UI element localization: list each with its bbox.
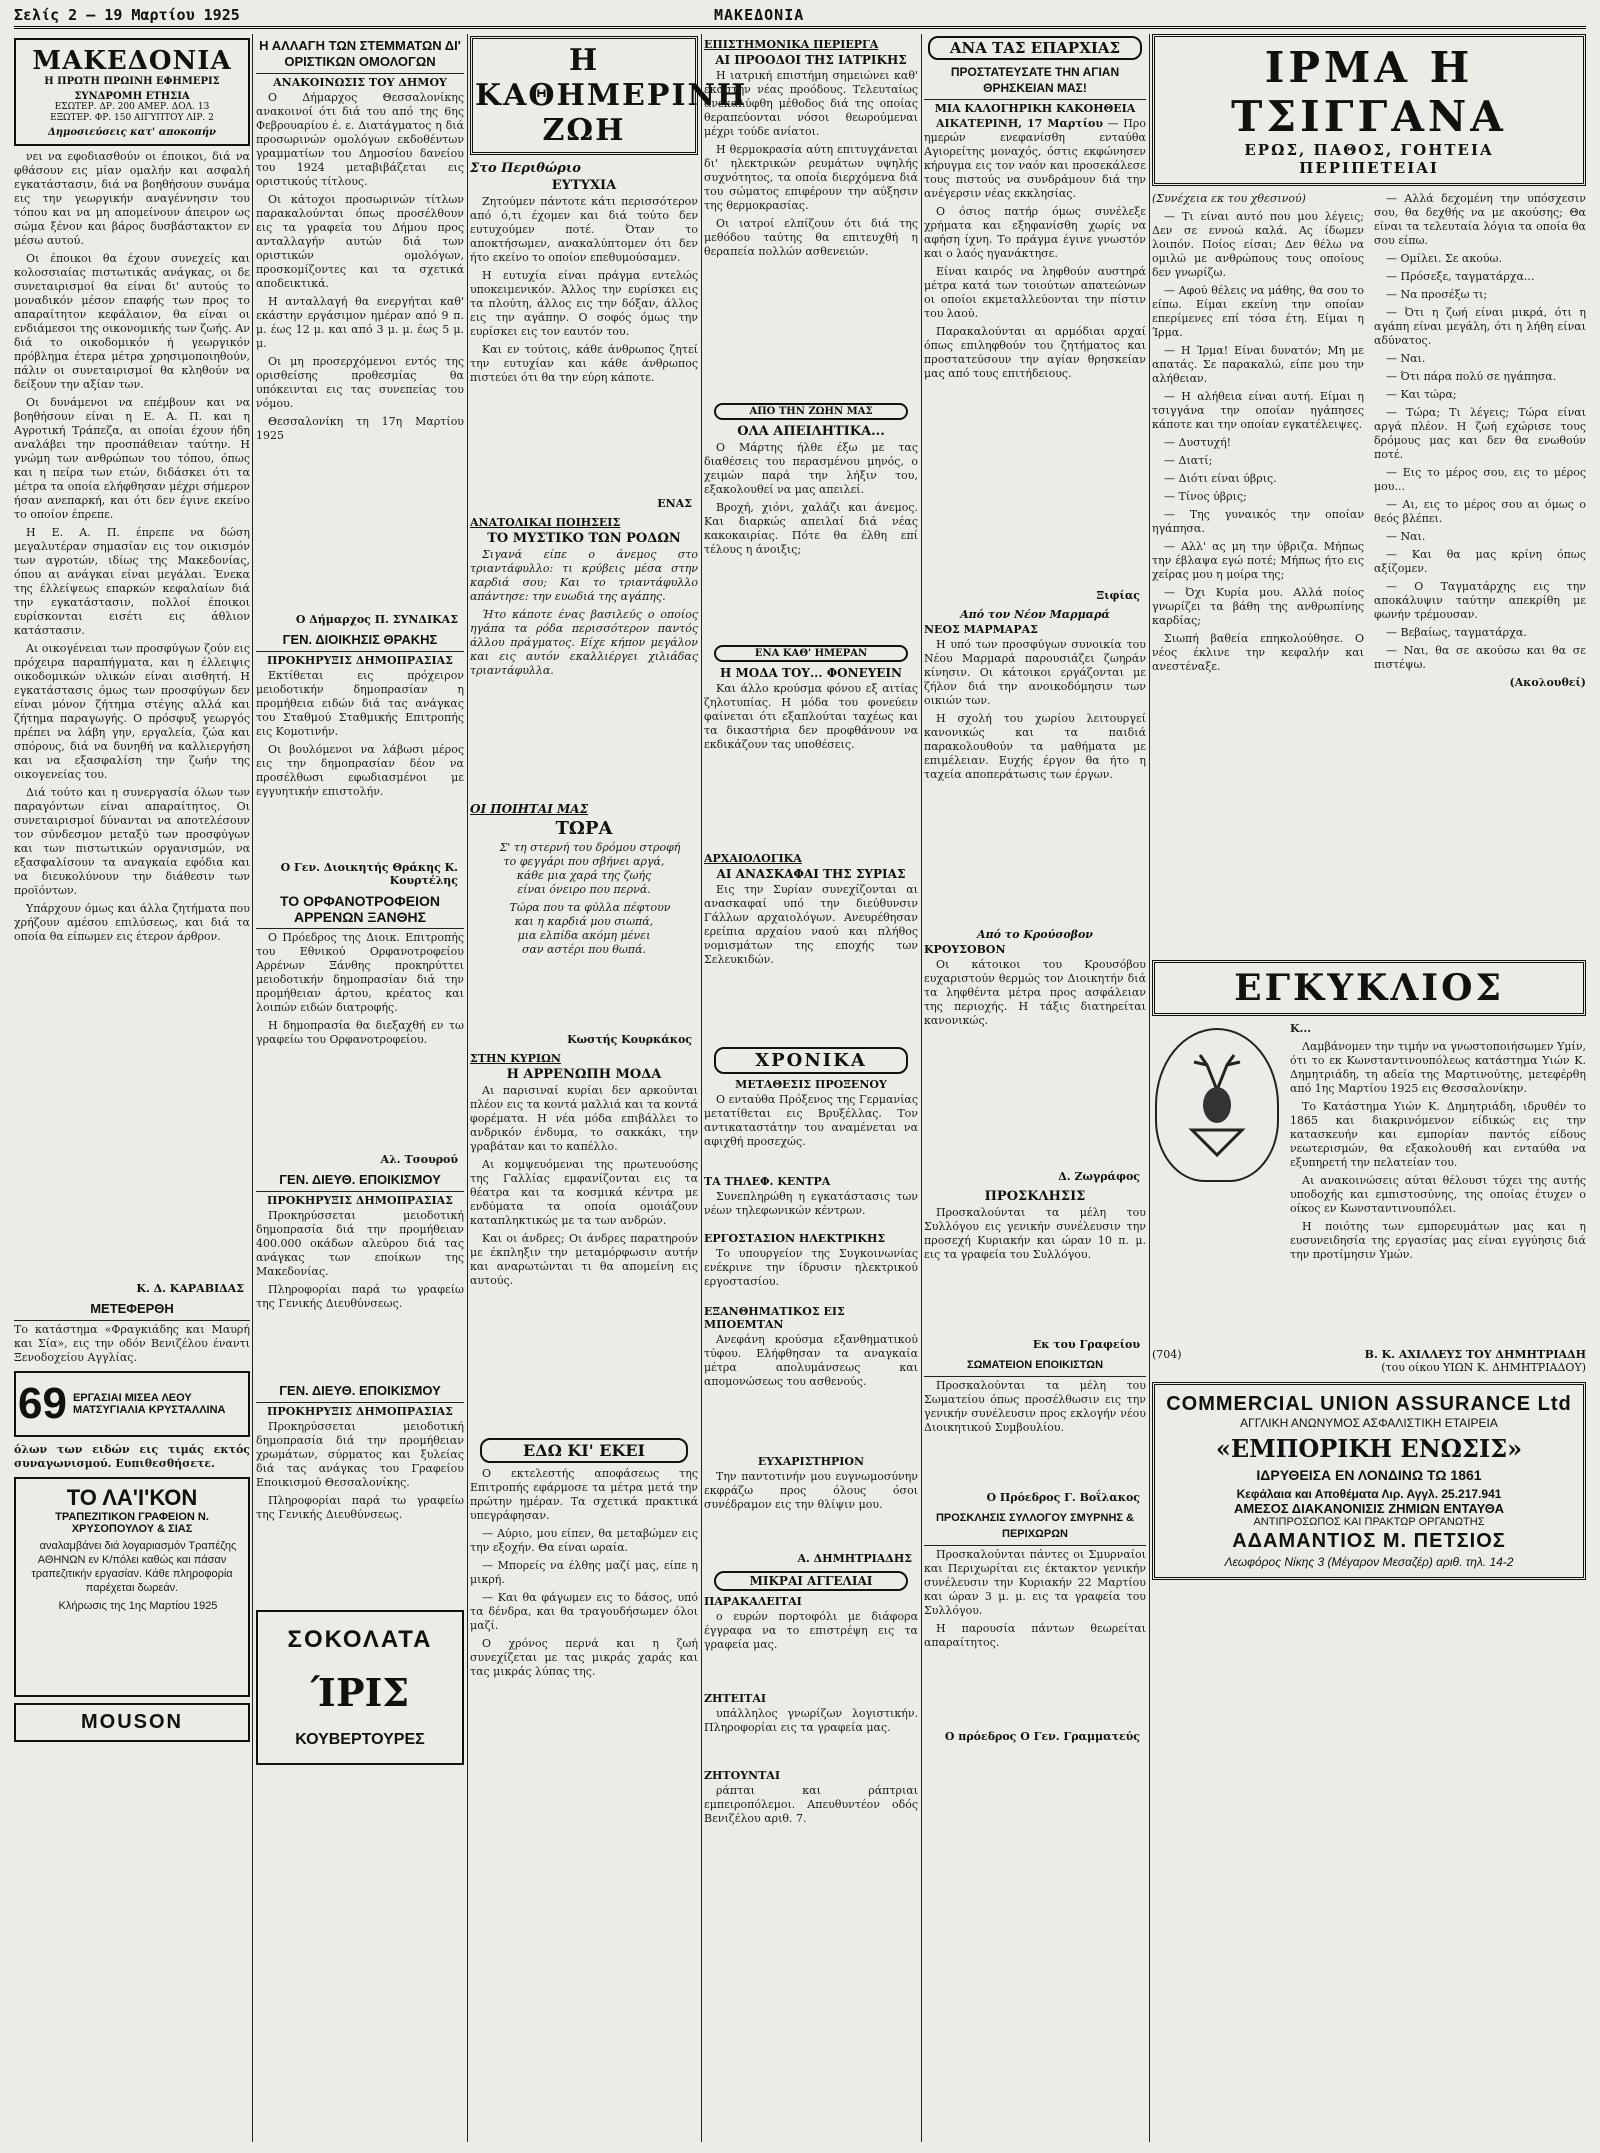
section-label: ΟΙ ΠΟΙΗΤΑΙ ΜΑΣ: [470, 802, 589, 816]
article-title: ΜΕΤΑΘΕΣΙΣ ΠΡΟΞΕΝΟΥ: [735, 1078, 887, 1091]
article-body: Αι παρισιναί κυρίαι δεν αρκούνται πλέον εις τα κοντά μαλλιά και τα κοντά φορέματα. Η νέα μόδα επιβάλλει το ανδρικόν ένδυμα, το σακκάκι, την γραβάταν και το καπέλλο. Αι κομψευόμεναι της πρωτευούσης της Γαλλίας εμφανίζονται εις τα θέατρα και τα κοσμικά κέντρα με ενδύματα τα οποία ομοιάζουν καταπληκτικώς με τα των ανδρών. Και οι άνδρες; Οι άνδρες παρατηρούν με έκπληξιν την μεταμόρφωσιν αυτήν και αναρωτώνται τι θα απομείνη εις αυτούς.: [470, 1084, 698, 1287]
article-orphanage: Ο Πρόεδρος της Διοικ. Επιτροπής του Εθνικού Ορφανοτροφείου Αρρένων Ξάνθης προκηρύττει μειοδοτικήν δημοπρασίαν διά την προμήθειαν άρτου, κρέατος και λοιπών ειδών διατροφής. Η δημοπρασία θα διεξαχθή εν τω γραφείω του Ορφανοτροφείου.: [256, 931, 464, 1046]
page-date: Σελίς 2 — 19 Μαρτίου 1925: [14, 6, 240, 24]
ads-notice: Δημοσιεύσεις κατ' αποκοπήν: [48, 127, 216, 138]
article-title: ΑΙ ΑΝΑΣΚΑΦΑΙ ΤΗΣ ΣΥΡΙΑΣ: [716, 867, 906, 881]
article-signature: Κ. Δ. ΚΑΡΑΒΙΔΑΣ: [136, 1282, 244, 1295]
article-body: Ζητούμεν πάντοτε κάτι περισσότερον από ό,τι έχομεν και διά τούτο δεν ευτυχούμεν ποτέ. Όταν το αποκτήσωμεν, ανακαλύπτομεν ότι δεν ήτο εκείνο το οποίον επεθυμούσαμεν. Η ευτυχία είναι πράγμα εντελώς υποκειμενικόν. Άλλος την ευρίσκει εις τα πλούτη, άλλος εις την δόξαν, άλλος εις την αγάπην. Ο σοφός όμως την ευρίσκει εις τον εαυτόν του. Και εν τούτοις, κάθε άνθρωπος ζητεί την ευτυχίαν και κάθε άνθρωπος πιστεύει ότι θα την εύρη κάποτε.: [470, 195, 698, 384]
ad-commercial-union: [1152, 1382, 1586, 1580]
article-body: Ανεφάνη κρούσμα εξανθηματικού τύφου. Ελήφθησαν τα αναγκαία μέτρα απολυμάνσεως και απομονώσεως του ασθενούς.: [704, 1333, 918, 1388]
article-title: ΤΟ ΜΥΣΤΙΚΟ ΤΩΝ ΡΟΔΩΝ: [487, 531, 681, 546]
article-settlement-2: Προκηρύσσεται μειοδοτική δημοπρασία διά την προμήθειαν χρωμάτων, σύρματος και ξυλείας διά τας ανάγκας του Γραφείου Εποικισμού Θεσσαλονίκης. Πληροφορίαι παρά τω γραφείω της Γενικής Διευθύνσεως.: [256, 1420, 464, 1521]
ad-cu-rep: ΑΝΤΙΠΡΟΣΩΠΟΣ ΚΑΙ ΠΡΑΚΤΩΡ ΟΡΓΑΝΩΤΗΣ: [1253, 1516, 1485, 1528]
subscription-title: ΣΥΝΔΡΟΜΗ ΕΤΗΣΙΑ: [74, 91, 190, 102]
article-body: νει να εφοδιασθούν οι έποικοι, διά να φθάσουν εις μίαν ομαλήν και ασφαλή εγκατάστασιν, διά να βοηθήσουν συνάμα εις την γεωργικήν αναγέννησιν του τόπου και να μη απομείνουν άπειρον ως σώμα ξένον και βάρος δυσβάστακτον εν μέσω αυτού. Οι έποικοι θα έχουν συνεχείς και κολοσσιαίας πιστωτικάς ανάγκας, οι δε συνεταιρισμοί θα είναι δι' αυτούς το μοναδικόν μέσον επαφής των προς το απαραίτητον κεφάλαιον, θα είναι οι ενδιάμεσοι της οικονομικής των ζωής. Αν διά το οικοδομικόν ή γεωργικόν πρόβλημα έτερα μέτρα χρησιμοποιηθούν, πάλιν οι συνεταιρισμοί θα κληθούν να δείξουν την αξίαν των. Οι δυνάμενοι να επέμβουν και να βοηθήσουν είναι η Ε. Α. Π. και η Αγροτική Τράπεζα, αι οποίαι έχουν ήδη αναλάβει την προσπάθειαν ταύτην. Η γνώμη των ανθρώπων του τόπου, όπως και η πείρα των ετών, διδάσκει ότι τα μέτρα τα οποία ελήφθησαν μέχρι σήμερον ήσαν ανεπαρκή, και ότι δεν έγινε εκείνο το οποίον έπρεπε. Η Ε. Α. Π. έπρεπε να δώση μεγαλυτέραν σημασίαν εις τον οικισμόν των αγροτών, ιδίως της Μακεδονίας, όπου αι ανάγκαι είναι μεγάλαι. Ένεκα της έλλείψεως επαρκών κεφαλαίων διά την εγκατάστασιν, πολλοί έποικοι ευρίσκονται εισέτι εις άθλιον κατάστασιν. Αι οικογένειαι των προσφύγων ζούν εις πρόχειρα παραπήγματα, και η έλλειψις οικοδομικών υλικών είναι αισθητή. Η εγκατάστασις όμως των προσφύγων δεν είναι μόνον ζήτημα στέγης αλλά και ζήτημα παραγωγής. Ο πρόσφυξ γεωργός πρέπει να λάβη γην, εργαλεία, ζώα και σπόρους, διά να δυνηθή να καλλιεργήση και να εξασφαλίση την ζωήν της οικογενείας του. Διά τούτο και η συνεργασία όλων των παραγόντων είναι απαραίτητος. Οι συνεταιρισμοί δύνανται να αποτελέσουν τον σύνδεσμον μεταξύ των προσφύγων και των πιστωτικών οργανισμών, να εξασφαλίσουν τα αναγκαία εφόδια και να διευκολύνουν την διάθεσιν των προϊόντων. Υπάρχουν όμως και άλλα ζητήματα που χρήζουν αμέσου επιλύσεως, και διά τα οποία θα είπωμεν εις έτερον άρθρον.: [14, 150, 250, 943]
serial-title: ΙΡΜΑ Η ΤΣΙΓΓΑΝΑ: [1231, 43, 1507, 141]
section-label: ΑΡΧΑΙΟΛΟΓΙΚΑ: [704, 852, 802, 865]
mayor-signature: Ο Δήμαρχος Π. ΣΥΝΔΙΚΑΣ: [295, 613, 458, 626]
ad-cu-address: Λεωφόρος Νίκης 3 (Μέγαρον Μεσαζέρ) αριθ. τηλ. 14-2: [1224, 1555, 1514, 1569]
circular-signature: Β. Κ. ΑΧΙΛΛΕΥΣ ΤΟΥ ΔΗΜΗΤΡΙΑΔΗ: [1364, 1348, 1586, 1361]
classified-label: ΖΗΤΕΙΤΑΙ: [704, 1692, 767, 1705]
classified-label: ΠΑΡΑΚΑΛΕΙΤΑΙ: [704, 1595, 802, 1608]
ad-69-sub: όλων των ειδών εις τιμάς εκτός συναγωνισμού. Ευπιθεσθήσετε.: [14, 1443, 250, 1470]
article-title: ΕΥΤΥΧΙΑ: [551, 178, 617, 193]
headline-thrace-sub: ΠΡΟΚΗΡΥΞΙΣ ΔΗΜΟΠΡΑΣΙΑΣ: [267, 654, 453, 667]
ad-69: [14, 1371, 250, 1437]
section-banner: ΑΝΑ ΤΑΣ ΕΠΑΡΧΙΑΣ: [928, 36, 1142, 60]
circular-code: (704): [1152, 1348, 1182, 1361]
serial-sub2: ΠΕΡΙΠΕΤΕΙΑΙ: [1299, 159, 1439, 177]
subscription-line: ΕΞΩΤΕΡ. ΦΡ. 150 ΑΙΓΥΠΤΟΥ ΛΙΡ. 2: [50, 113, 214, 123]
ad-cu-name: «ΕΜΠΟΡΙΚΗ ΕΝΩΣΙΣ»: [1215, 1434, 1523, 1463]
headline-settlement-1-sub: ΠΡΟΚΗΡΥΞΙΣ ΔΗΜΟΠΡΑΣΙΑΣ: [267, 1194, 453, 1207]
article-title: Η ΑΡΡΕΝΩΠΗ ΜΟΔΑ: [506, 1067, 662, 1082]
headline-protect-sub: ΜΙΑ ΚΑΛΟΓΗΡΙΚΗ ΚΑΚΟΗΘΕΙΑ: [934, 102, 1136, 115]
article-body: Και άλλο κρούσμα φόνου εξ αιτίας ζηλοτυπίας. Η μόδα του φονεύειν φαίνεται ότι εξαπλούται ταχέως και τα δικαστήρια δεν προφθάνουν να εκδικάζουν τας υποθέσεις.: [704, 682, 918, 751]
column-rule: [252, 34, 253, 2142]
paper-name: ΜΑΚΕΔΟΝΙΑ: [32, 46, 232, 76]
section-label: Στο Περιθώριο: [470, 161, 581, 176]
article-body: Προσκαλούνται τα μέλη του Συλλόγου εις γενικήν συνέλευσιν την προσεχή Κυριακήν και ώραν 10 π. μ. εις τα γραφεία του Συλλόγου.: [924, 1206, 1146, 1261]
article-title: ΝΕΟΣ ΜΑΡΜΑΡΑΣ: [924, 623, 1038, 636]
article-title: ΠΡΟΣΚΛΗΣΙΣ: [984, 1189, 1086, 1204]
article-title: ΚΡΟΥΣΟΒΟΝ: [924, 943, 1006, 956]
article-body: Η ιατρική επιστήμη σημειώνει καθ' εκάστην νέας προόδους. Τελευταίως ανεκαλύφθη μέθοδος διά της οποίας θεραπεύονται νόσοι θεωρούμεναι μέχρι τούδε ανίατοι. Η θερμοκρασία αύτη επιτυγχάνεται δι' ηλεκτρικών ρευμάτων υψηλής συχνότητος, τα οποία διερχόμενα διά του σώματος επιφέρουν την αύξησιν της θερμοκρασίας. Οι ιατροί ελπίζουν ότι διά της μεθόδου ταύτης θα επιτευχθή η θεραπεία πολλών ασθενειών.: [704, 69, 918, 258]
ad-cu-line: ΑΓΓΛΙΚΗ ΑΝΩΝΥΜΟΣ ΑΣΦΑΛΙΣΤΙΚΗ ΕΤΑΙΡΕΙΑ: [1240, 1416, 1498, 1430]
column-rule: [921, 34, 922, 2142]
subscription-line: ΕΣΩΤΕΡ. ΔΡ. 200 ΑΜΕΡ. ΔΟΛ. 13: [54, 102, 210, 112]
thanks-title: ΕΥΧΑΡΙΣΤΗΡΙΟΝ: [757, 1455, 865, 1468]
transfer-heading: ΜΕΤΕΦΕΡΘΗ: [14, 1301, 250, 1321]
thanks-signature: Α. ΔΗΜΗΤΡΙΑΔΗΣ: [797, 1552, 912, 1565]
ad-69-text: ΕΡΓΑΣΙΑΙ ΜΙΣΕΑ ΛΕΟΥ ΜΑΤΣΥΓΙΑΛΙΑ ΚΡΥΣΤΑΛΛΙΝΑ: [72, 1392, 226, 1416]
classified-body: ο ευρών πορτοφόλι με διάφορα έγγραφα να το επιστρέψη εις τα γραφεία μας.: [704, 1610, 918, 1651]
paper-name-header: ΜΑΚΕΔΟΝΙΑ: [714, 6, 805, 24]
circular-title: ΕΓΚΥΚΛΙΟΣ: [1234, 967, 1504, 1009]
circular-signature-2: (του οίκου ΥΙΩΝ Κ. ΔΗΜΗΤΡΙΑΔΟΥ): [1381, 1361, 1586, 1374]
ad-laikon-sub: Κλήρωσις της 1ης Μαρτίου 1925: [58, 1600, 218, 1612]
news-subhead: ΤΑ ΤΗΛΕΦ. ΚΕΝΤΡΑ: [704, 1175, 831, 1188]
ad-laikon-text: ΤΡΑΠΕΖΙΤΙΚΟΝ ΓΡΑΦΕΙΟΝ Ν. ΧΡΥΣΟΠΟΥΛΟΥ & ΣΙΑΣ: [55, 1511, 209, 1535]
section-label: ΑΠΟ ΤΗΝ ΖΩΗΝ ΜΑΣ: [714, 403, 908, 420]
column-rule: [467, 34, 468, 2142]
circular-banner: [1152, 960, 1586, 1016]
article-body: Ο Μάρτης ήλθε έξω με τας διαθέσεις του περασμένου μηνός, ο χειμών παρά την λήξιν του, εξακολουθεί να μας απειλεί. Βροχή, χιόνι, χαλάζι και άνεμος. Και διαρκώς απειλαί διά νέας κακοκαιρίας. Πότε θα έλθη επί τέλους η άνοιξις;: [704, 441, 918, 556]
circular-k: Κ...: [1290, 1022, 1312, 1035]
thrace-signature: Ο Γεν. Διοικητής Θράκης Κ. Κουρτέλης: [280, 861, 458, 887]
masthead-box: [14, 38, 250, 146]
ad-iris: [256, 1610, 464, 1765]
column-rule: [1149, 34, 1150, 2142]
daily-life-banner: [470, 36, 748, 155]
daily-life-title: Η ΚΑΘΗΜΕΡΙΝΗ ΖΩΗ: [475, 43, 748, 148]
dateline-from: Από τον Νέον Μαρμαρά: [960, 608, 1110, 621]
ad-iris-name: ΊΡΙΣ: [310, 1670, 410, 1715]
headline-protect: ΠΡΟΣΤΑΤΕΥΣΑΤΕ ΤΗΝ ΑΓΙΑΝ ΘΡΗΣΚΕΙΑΝ ΜΑΣ!: [924, 64, 1146, 100]
ad-mouson: MOUSON: [14, 1703, 250, 1742]
column-6: [1152, 34, 1586, 2142]
dateline: ΑΙΚΑΤΕΡΙΝΗ, 17 Μαρτίου: [936, 117, 1103, 130]
section-banner: ΜΙΚΡΑΙ ΑΓΓΕΛΙΑΙ: [714, 1571, 908, 1591]
article-body: ΑΙΚΑΤΕΡΙΝΗ, 17 Μαρτίου — Προ ημερών ενεφανίσθη ενταύθα Αγιορείτης μοναχός, όστις εκφώνησεν κήρυγμα εις τον ναόν και προσεκάλεσε τους πιστούς να συνδράμουν διά την ανέγερσιν νέας εκκλησίας. Ο όσιος πατήρ όμως συνέλεξε χρήματα και εξηφανίσθη χωρίς να αφήση ίχνη. Το πράγμα έγινε γνωστόν και ο λαός ηγανάκτησε. Είναι καιρός να ληφθούν αυστηρά μέτρα κατά των τοιούτων απατεώνων οι οποίοι εκμεταλλεύονται την πίστιν του λαού. Παρακαλούνται αι αρμόδιαι αρχαί όπως επιληφθούν του ζητήματος και προστατεύσουν την αγίαν θρησκείαν μας από τους επιτήδειους.: [924, 117, 1146, 380]
paper-tagline: Η ΠΡΩΤΗ ΠΡΩΙΝΗ ΕΦΗΜΕΡΙΣ: [44, 76, 220, 87]
ad-iris-sub: ΚΟΥΒΕΡΤΟΥΡΕΣ: [295, 1731, 425, 1748]
circular-body: Κ... Λαμβάνομεν την τιμήν να γνωστοποιήσωμεν Υμίν, ότι το εκ Κωνσταντινουπόλεως κατάστημα Υιών Κ. Δημητριάδη, τη αδεία της Μαρτινούτης, μετεφέρθη από 1ης Μαρτίου 1925 εις Θεσσαλονίκην. Το Κατάστημα Υιών Κ. Δημητριάδη, ιδρυθέν το 1865 και διακρινόμενον είδικώς εις την κατασκευήν και εμπορίαν παντός είδους νεωτερισμών, θα εξακολουθή και ενταύθα να εξυπηρετή την πελατείαν του. Αι ανακοινώσεις αύται θέλουσι τύχει της αυτής υποδοχής και εμπιστοσύνης, της οποίας έτυχεν ο οίκος εν Κωνσταντινουπόλει. Η ποιότης των εμπορευμάτων μας και η ευσυνειδησία της εργασίας μας είναι εγγύησις διά την προτίμησιν Υμών.: [1152, 1022, 1586, 1342]
headline-bonds-sub: ΑΝΑΚΟΙΝΩΣΙΣ ΤΟΥ ΔΗΜΟΥ: [273, 76, 447, 89]
article-signature: Ο πρόεδρος Ο Γεν. Γραμματεύς: [944, 1730, 1140, 1743]
ad-cu-agent: ΑΔΑΜΑΝΤΙΟΣ Μ. ΠΕΤΣΙΟΣ: [1232, 1530, 1506, 1552]
ad-cu-founded: ΙΔΡΥΘΕΙΣΑ ΕΝ ΛΟΝΔΙΝΩ ΤΩ 1861: [1256, 1467, 1482, 1483]
ad-cu-title: COMMERCIAL UNION ASSURANCE Ltd: [1166, 1393, 1572, 1415]
classified-body: υπάλληλος γνωρίζων λογιστικήν. Πληροφορίαι εις τα γραφεία μας.: [704, 1707, 918, 1734]
ad-laikon-title: ΤΟ ΛΑ'Ι'ΚΟΝ: [66, 1485, 198, 1510]
section-banner: ΧΡΟΝΙΚΑ: [714, 1047, 908, 1074]
article-body: Συνεπληρώθη η εγκατάστασις των νέων τηλεφωνικών κέντρων.: [704, 1190, 918, 1217]
news-subhead: ΕΞΑΝΘΗΜΑΤΙΚΟΣ ΕΙΣ ΜΠΟΕΜΤΑΝ: [704, 1305, 845, 1331]
news-subhead: ΕΡΓΟΣΤΑΣΙΟΝ ΗΛΕΚΤΡΙΚΗΣ: [704, 1232, 886, 1245]
headline-settlement-2-sub: ΠΡΟΚΗΡΥΞΙΣ ΔΗΜΟΠΡΑΣΙΑΣ: [267, 1405, 453, 1418]
poem-signature: Κωστής Κουρκάκος: [567, 1033, 692, 1046]
article-body: Ο ενταύθα Πρόξενος της Γερμανίας μετατίθεται εις Βρυξέλλας. Τον αντικαταστάτην του αναμένεται να αφιχθή προσεχώς.: [704, 1093, 918, 1148]
deer-emblem-icon: [1155, 1028, 1279, 1182]
section-banner: ΕΔΩ ΚΙ' ΕΚΕΙ: [480, 1438, 688, 1463]
article-title: ΠΡΟΣΚΛΗΣΙΣ ΣΥΛΛΟΓΟΥ ΣΜΥΡΝΗΣ & ΠΕΡΙΧΩΡΩΝ: [924, 1510, 1146, 1546]
headline-bonds: Η ΑΛΛΑΓΗ ΤΩΝ ΣΤΕΜΜΑΤΩΝ ΔΙ' ΟΡΙΣΤΙΚΩΝ ΟΜΟΛΟΓΩΝ: [256, 38, 464, 74]
article-body: Η υπό των προσφύγων συνοικία του Νέου Μαρμαρά παρουσιάζει ζωηράν κίνησιν. Οι κάτοικοι εργάζονται με ζήλον διά την ανοικοδόμησιν των οικιών των. Η σχολή του χωρίου λειτουργεί κανονικώς και τα παιδιά παρακολουθούν τα μαθήματα με επιμέλειαν. Ευχής έργον θα ήτο η ταχεία αποπεράτωσις των έργων.: [924, 638, 1146, 781]
dateline-from: Από το Κρούσοβον: [977, 928, 1093, 941]
column-2: [256, 34, 464, 2142]
article-signature: ΕΝΑΣ: [657, 497, 692, 510]
classified-label: ΖΗΤΟΥΝΤΑΙ: [704, 1769, 780, 1782]
orphanage-signature: Αλ. Τσουρού: [380, 1153, 458, 1166]
article-body: Εις την Συρίαν συνεχίζονται αι ανασκαφαί υπό την διεύθυνσιν Γάλλων αρχαιολόγων. Ανευρέθησαν ερείπια αρχαίου ναού και πλήθος νομισμάτων της εποχής των Σελευκιδών.: [704, 883, 918, 966]
article-signature: Δ. Ζωγράφος: [1058, 1170, 1140, 1183]
headline-orphanage: ΤΟ ΟΡΦΑΝΟΤΡΟΦΕΙΟΝ ΑΡΡΕΝΩΝ ΞΑΝΘΗΣ: [256, 893, 464, 929]
serial-subtitle: ΕΡΩΣ, ΠΑΘΟΣ, ΓΟΗΤΕΙΑ: [1244, 141, 1494, 159]
section-label: ΑΝΑΤΟΛΙΚΑΙ ΠΟΙΗΣΕΙΣ: [470, 516, 621, 529]
serial-banner: [1152, 34, 1586, 186]
article-title: ΟΛΑ ΑΠΕΙΛΗΤΙΚΑ...: [737, 424, 885, 439]
article-thrace: Εκτίθεται εις πρόχειρον μειοδοτικήν δημοπρασίαν η προμήθεια ειδών διά τας ανάγκας του Σταθμού Σταθμικής Επιτροπής εις Κομοτινήν. Οι βουλόμενοι να λάβωσι μέρος εις την δημοπρασίαν δέον να προσέλθωσι εφωδιασμένοι με εγγυητικήν επιστολήν.: [256, 669, 464, 798]
article-body: Ο εκτελεστής αποφάσεως της Επιτροπής εφάρμοσε τα μέτρα μετά την πρώτην ημέραν. Τα σχετικά πρακτικά υπεγράφησαν. — Αύριο, μου είπεν, θα μεταβώμεν εις την εξοχήν. Θα είναι ωραία. — Μπορείς να έλθης μαζί μας, είπε η μικρή. — Και θα φάγωμεν εις το δάσος, υπό τα δένδρα, και θα τραγουδήσωμεν όλοι μαζί. Ο χρόνος περνά και η ζωή συνεχίζεται με τας μικράς χαράς και τας μικράς λύπας της.: [470, 1467, 698, 1678]
article-body: Οι κάτοικοι του Κρουσόβου ευχαριστούν θερμώς τον Διοικητήν διά τα ληφθέντα μέτρα προς ασφάλειαν της περιοχής. Η τάξις διατηρείται κανονικώς.: [924, 958, 1146, 1027]
ad-cu-capital: Κεφάλαια και Αποθέματα Λιρ. Αγγλ. 25.217.941: [1236, 1487, 1502, 1501]
article-body: Την παντοτινήν μου ευγνωμοσύνην εκφράζω προς όλους όσοι συνέδραμον εις την θλίψιν μου.: [704, 1470, 918, 1511]
column-1: [14, 34, 250, 2142]
ad-69-number: 69: [18, 1379, 67, 1428]
article-signature: Εκ του Γραφείου: [1032, 1338, 1140, 1351]
serial-follows: (Ακολουθεί): [1509, 676, 1586, 689]
column-4: [704, 34, 918, 2142]
column-rule: [701, 34, 702, 2142]
article-settlement-1: Προκηρύσσεται μειοδοτική δημοπρασία διά την προμήθειαν 400.000 οκάδων αλεύρου διά τας ανάγκας των εποίκων της Μακεδονίας. Πληροφορίαι παρά τω γραφείω της Γενικής Διευθύνσεως.: [256, 1209, 464, 1310]
headline-settlement-2: ΓΕΝ. ΔΙΕΥΘ. ΕΠΟΙΚΙΣΜΟΥ: [256, 1383, 464, 1403]
article-title: ΣΩΜΑΤΕΙΟΝ ΕΠΟΙΚΙΣΤΩΝ: [924, 1357, 1146, 1377]
ad-cu-payment: ΑΜΕΣΟΣ ΔΙΑΚΑΝΟΝΙΣΙΣ ΖΗΜΙΩΝ ΕΝΤΑΥΘΑ: [1234, 1501, 1504, 1516]
article-body: Προσκαλούνται τα μέλη του Σωματείου όπως προσέλθωσιν εις την γενικήν συνέλευσιν προς εκλογήν νέου Διοικητικού Συμβουλίου.: [924, 1379, 1146, 1434]
article-body: Προσκαλούνται πάντες οι Σμυρναίοι και Περιχωρίται εις έκτακτον γενικήν συνέλευσιν την Κυριακήν 22 Μαρτίου και ώραν 3 μ. μ. εις τα γραφεία του Συλλόγου. Η παρουσία πάντων θεωρείται απαραίτητος.: [924, 1548, 1146, 1649]
article-body: Σιγανά είπε ο άνεμος στο τριαντάφυλλο: τι κρύβεις μέσα στην καρδιά σου; Και το τριαντάφυλλο απάντησε: την ευωδιά της αγάπης. Ήτο κάποτε ένας βασιλεύς ο οποίος ηγάπα τα ρόδα περισσότερον παντός άλλου πράγματος. Είχε κήπον μεγάλον και εις αυτόν εκαλλιέργει χιλιάδας τριαντάφυλλα.: [470, 548, 698, 677]
section-label: ΕΝΑ ΚΑΘ' ΗΜΕΡΑΝ: [714, 645, 908, 662]
article-title: ΤΩΡΑ: [555, 818, 613, 839]
transfer-notice: Το κατάστημα «Φραγκιάδης και Μαυρή και Σία», εις την οδόν Βενιζέλου έναντι Ξενοδοχείου Αγγλίας.: [14, 1323, 250, 1364]
serial-text: (Συνέχεια εκ του χθεσινού) — Τι είναι αυτό που μου λέγεις; Δεν σε εννοώ καλά. Ας ίδωμεν λοιπόν. Ποίος είσαι; Δεν θέλω να ομιλώ με ανθρώπους τους οποίους δεν γνωρίζω. — Αφού θέλεις να μάθης, θα σου το είπω. Είμαι εκείνη την οποίαν επερίμενες επί τόσα έτη. Είμαι η Ίρμα. — Η Ίρμα! Είναι δυνατόν; Μη με απατάς. Σε παρακαλώ, είπε μου την αλήθειαν. — Η αλήθεια είναι αυτή. Είμαι η τσιγγάνα την οποίαν ηγάπησες κάποτε και την οποίαν εγκατέλειψες. — Δυστυχή! — Διατί; — Διότι είναι ύβρις. — Τίνος ύβρις; — Της γυναικός την οποίαν ηγάπησα. — Αλλ' ας μη την ύβριζα. Μήπως την έβλαψα εγώ ποτέ; Μήπως ήτο εις χείρας μου η μοίρα της; — Όχι Κυρία μου. Αλλά ποίος γνωρίζει τα βάθη της ανθρωπίνης καρδίας; Σιωπή βαθεία επηκολούθησε. Ο νέος έκλινε την κεφαλήν και ανεστέναξε. — Αλλά δεχομένη την υπόσχεσιν σου, θα δεχθής να με ακούσης; Θα είναι τα τελευταία λόγια τα οποία θα σου είπω. — Ομίλει. Σε ακούω. — Πρόσεξε, ταγματάρχα... — Να προσέξω τι; — Ότι η ζωή είναι μικρά, ότι η αγάπη είναι μεγάλη, ότι η λήθη είναι αδύνατος. — Ναι. — Ότι πάρα πολύ σε ηγάπησα. — Και τώρα; — Τώρα; Τι λέγεις; Τώρα είναι αργά πλέον. Η ζωή εχώρισε τους δρόμους μας και δεν θα ενωθούν ποτέ. — Εις το μέρος σου, εις το μέρος μου... — Αι, εις το μέρος σου αι όμως ο θεός βλέπει. — Ναι. — Και θα μας κρίνη όπως αξίζομεν. — Ο Ταγματάρχης εις την αποκάλυψιν ταύτην απεκρίθη με φωνήν τρέμουσαν. — Βεβαίως, ταγματάρχα. — Ναι, θα σε ακούσω και θα σε πιστέψω. (Ακολουθεί): [1152, 192, 1586, 689]
column-5: [924, 34, 1146, 2142]
headline-settlement-1: ΓΕΝ. ΔΙΕΥΘ. ΕΠΟΙΚΙΣΜΟΥ: [256, 1172, 464, 1192]
poem-body: Σ' τη στερνή του δρόμου στροφή το φεγγάρι που σβήνει αργά, κάθε μια χαρά της ζωής είναι όνειρο που περνά. Τώρα που τα φύλλα πέφτουν και η καρδιά μου σιωπά, μια ελπίδα ακόμη μένει σαν αστέρι που θωπά.: [499, 841, 681, 956]
article-signature: Ο Πρόεδρος Γ. Βοΐλακος: [986, 1491, 1140, 1504]
headline-thrace: ΓΕΝ. ΔΙΟΙΚΗΣΙΣ ΘΡΑΚΗΣ: [256, 632, 464, 652]
ad-laikon: ΤΟ ΛΑ'Ι'ΚΟΝ ΤΡΑΠΕΖΙΤΙΚΟΝ ΓΡΑΦΕΙΟΝ Ν. ΧΡΥΣΟΠΟΥΛΟΥ & ΣΙΑΣ αναλαμβάνει διά λογαριασμόν Τραπέζης ΑΘΗΝΩΝ εν Κ/πόλει καθώς και πάσαν τραπεζιτικήν εργασίαν. Κάθε πληροφορία παρέχεται δωρεάν. Κλήρωσις της 1ης Μαρτίου 1925: [14, 1477, 250, 1697]
section-label: ΕΠΙΣΤΗΜΟΝΙΚΑ ΠΕΡΙΕΡΓΑ: [704, 38, 879, 51]
section-label: ΣΤΗΝ ΚΥΡΙΩΝ: [470, 1052, 561, 1065]
masthead-bar: [14, 4, 1586, 29]
ad-iris-title: ΣΟΚΟΛΑΤΑ: [287, 1626, 433, 1653]
article-body: Το υπουργείον της Συγκοινωνίας ενέκρινε την ίδρυσιν ηλεκτρικού εργοστασίου.: [704, 1247, 918, 1288]
article-title: Η ΜΟΔΑ ΤΟΥ... ΦΟΝΕΥΕΙΝ: [719, 666, 903, 680]
article-signature: Ξιφίας: [1096, 589, 1140, 602]
article-title: ΑΙ ΠΡΟΟΔΟΙ ΤΗΣ ΙΑΤΡΙΚΗΣ: [715, 53, 907, 67]
article-bonds: Ο Δήμαρχος Θεσσαλονίκης ανακοινοί ότι διά του από της 6ης Φεβρουαρίου έ. ε. Διατάγματος η διά προσωρινών ομολόγων εκδοθέντων γραμματίων του Δημοσίου δανείου του 1924 μεταβιβάζεται εις οριστικούς τίτλους. Οι κάτοχοι προσωρινών τίτλων παρακαλούνται όπως προσέλθουν εις τα γραφεία του Δήμου προς ανταλλαγήν αυτών διά των οριστικών ομολόγων, προσκομίζοντες και τα σχετικά αποδεικτικά. Η ανταλλαγή θα ενεργήται καθ' εκάστην εργάσιμον ημέραν από 9 π. μ. έως 12 μ. και από 3 μ. μ. έως 5 μ. μ. Οι μη προσερχόμενοι εντός της ορισθείσης προθεσμίας θα υπόκεινται εις τας συνεπείας του νόμου. Θεσσαλονίκη τη 17η Μαρτίου 1925: [256, 91, 464, 442]
serial-continued: (Συνέχεια εκ του χθεσινού): [1152, 192, 1306, 205]
classified-body: ράπται και ράπτριαι εμπειροπόλεμοι. Απευθυντέον οδός Βενιζέλου αριθ. 7.: [704, 1784, 918, 1825]
